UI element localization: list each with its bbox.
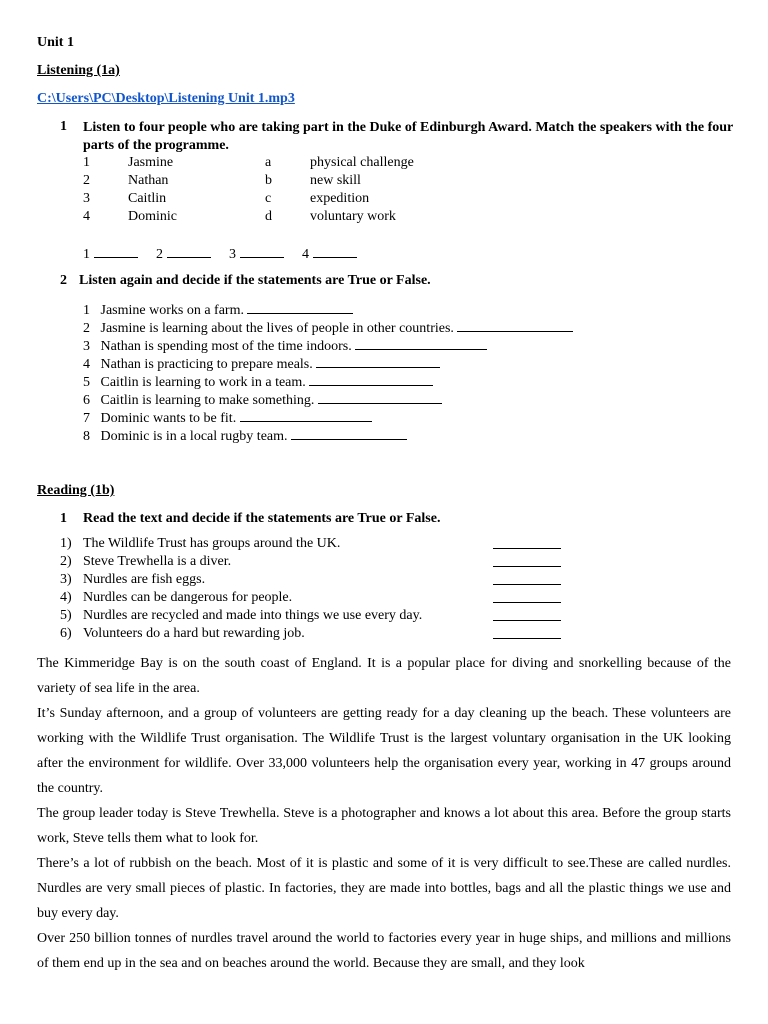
reading-heading: Reading (1b) [37,483,115,498]
answer-blank[interactable] [316,355,440,368]
reading-q1-number: 1 [60,511,67,526]
speaker-name: Nathan [128,173,169,188]
reading-q1-instruction: Read the text and decide if the statements are True or False. [83,511,441,526]
listening-q1-instruction: Listen to four people who are taking part in the Duke of Edinburgh Award. Match the speakers with the four parts of the programme. [83,120,734,153]
answer-blank[interactable] [493,590,561,603]
list-item: 6 Caitlin is learning to make something. [83,391,442,409]
unit-title: Unit 1 [37,35,74,50]
list-item: 7 Dominic wants to be fit. [83,409,372,427]
listening-q1-number: 1 [60,119,67,134]
list-item: 2 Jasmine is learning about the lives of people in other countries. [83,319,573,337]
answer-blank[interactable] [493,572,561,585]
programme-part: voluntary work [310,209,396,224]
listening-q2-number: 2 [60,273,67,288]
programme-part: physical challenge [310,155,414,170]
match-answer[interactable]: 3 [229,245,284,263]
listening-q2-instruction: Listen again and decide if the statements are True or False. [79,273,431,288]
list-item: 4 Nathan is practicing to prepare meals. [83,355,440,373]
audio-file-link[interactable]: C:\Users\PC\Desktop\Listening Unit 1.mp3 [37,91,295,106]
speaker-name: Dominic [128,209,177,224]
list-item: 3 Nathan is spending most of the time indoors. [83,337,487,355]
match-answer[interactable]: 2 [156,245,211,263]
list-item: 5 Caitlin is learning to work in a team. [83,373,433,391]
passage-paragraph: The group leader today is Steve Trewhella. Steve is a photographer and knows a lot about this area. Before the group starts work, Steve tells them what to look for. [37,806,731,846]
programme-part: new skill [310,173,361,188]
list-item: 1 Jasmine works on a farm. [83,301,353,319]
match-answer[interactable]: 4 [302,245,357,263]
answer-blank[interactable] [493,536,561,549]
passage-paragraph: The Kimmeridge Bay is on the south coast of England. It is a popular place for diving and snorkelling because of the variety of sea life in the area. [37,656,731,696]
answer-blank[interactable] [309,373,433,386]
passage-paragraph: It’s Sunday afternoon, and a group of volunteers are getting ready for a day cleaning up the beach. These volunteers are working with the Wildlife Trust organisation. The Wildlife Trust is the largest voluntary organisation in the UK looking after the environment for wildlife. Over 33,000 volunteers help the organisation every year, working in 47 groups around the country. [37,706,731,796]
answer-blank[interactable] [493,626,561,639]
speaker-name: Jasmine [128,155,174,170]
speaker-name: Caitlin [128,191,167,206]
answer-blank[interactable] [457,319,573,332]
answer-blank[interactable] [240,409,372,422]
answer-blank[interactable] [493,608,561,621]
passage-paragraph: There’s a lot of rubbish on the beach. Most of it is plastic and some of it is very difficult to see.These are called nurdles. Nurdles are very small pieces of plastic. In factories, they are made into bottles, bags and all the plastic things we use and buy every day. [37,856,731,921]
answer-blank[interactable] [247,301,353,314]
passage-paragraph: Over 250 billion tonnes of nurdles travel around the world to factories every year in huge ships, and millions and millions of them end up in the sea and on beaches around the world. Because they are small, and they look [37,931,731,971]
answer-blank[interactable] [291,427,407,440]
answer-blank[interactable] [493,554,561,567]
list-item: 8 Dominic is in a local rugby team. [83,427,407,445]
match-answer[interactable]: 1 [83,245,138,263]
answer-blank[interactable] [355,337,487,350]
answer-blank[interactable] [318,391,442,404]
programme-part: expedition [310,191,370,206]
listening-heading: Listening (1a) [37,63,120,78]
